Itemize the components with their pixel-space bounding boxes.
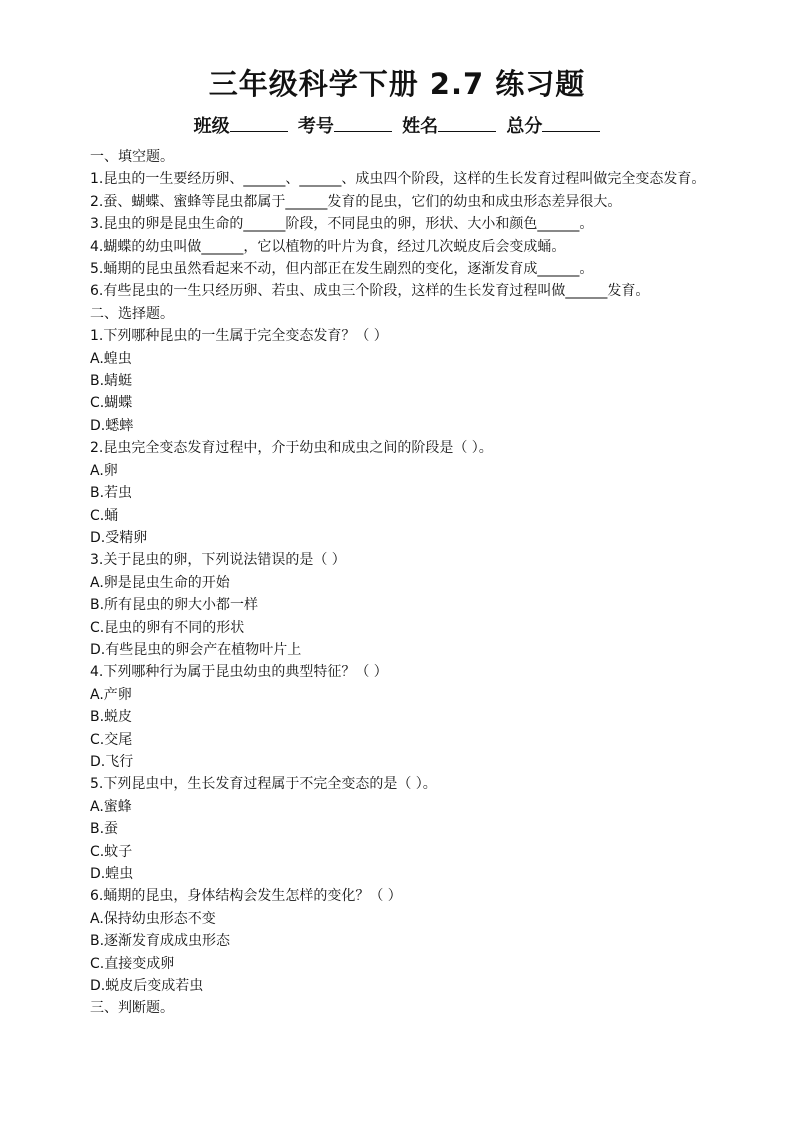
choice-option: A.蜜蜂 <box>90 798 132 815</box>
name-label: 姓名 <box>402 116 439 137</box>
fill-question-3: 3.昆虫的卵是昆虫生命的______阶段，不同昆虫的卵，形状、大小和颜色______。 <box>90 216 594 233</box>
choice-option: D.蝗虫 <box>90 866 134 882</box>
page-title: 三年级科学下册 2.7 练习题 <box>208 67 586 101</box>
choice-option: D.受精卵 <box>90 529 148 546</box>
choice-option: C.蛹 <box>90 507 119 524</box>
fill-question-4: 4.蝴蝶的幼虫叫做______，它以植物的叶片为食，经过几次蜕皮后会变成蛹。 <box>90 238 566 255</box>
choice-question-2: 2.昆虫完全变态发育过程中，介于幼虫和成虫之间的阶段是（ ）。 <box>90 440 493 457</box>
choice-option: A.保持幼虫形态不变 <box>90 910 216 927</box>
choice-option: B.若虫 <box>90 485 133 502</box>
fill-section-heading: 一、填空题。 <box>90 149 174 165</box>
total-score-label: 总分 <box>506 116 543 137</box>
fill-question-5: 5.蛹期的昆虫虽然看起来不动，但内部正在发生剧烈的变化，逐渐发育成______。 <box>90 261 594 278</box>
choice-option: B.蚕 <box>90 821 119 838</box>
choice-option: C.蚊子 <box>90 843 133 860</box>
choice-option: D.蜕皮后变成若虫 <box>90 978 204 995</box>
choice-question-6: 6.蛹期的昆虫，身体结构会发生怎样的变化？（ ） <box>90 888 402 905</box>
choice-question-3: 3.关于昆虫的卵，下列说法错误的是（ ） <box>90 552 346 569</box>
student-info-line <box>0 112 794 138</box>
worksheet-content <box>60 146 750 1020</box>
judge-section-heading: 三、判断题。 <box>90 1000 174 1017</box>
fill-question-1: 1.昆虫的一生要经历卵、______、______、成虫四个阶段，这样的生长发育过程叫做完全变态发育。 <box>90 171 706 188</box>
choice-option: C.昆虫的卵有不同的形状 <box>90 619 245 636</box>
fill-question-6: 6.有些昆虫的一生只经历卵、若虫、成虫三个阶段，这样的生长发育过程叫做______发育。 <box>90 283 650 300</box>
total-score-blank[interactable] <box>542 115 600 132</box>
choice-question-5: 5.下列昆虫中，生长发育过程属于不完全变态的是（ ）。 <box>90 776 437 793</box>
class-blank[interactable] <box>230 115 288 132</box>
choice-option: B.蜻蜓 <box>90 373 133 390</box>
choice-section-heading: 二、选择题。 <box>90 305 174 322</box>
fill-question-2: 2.蚕、蝴蝶、蜜蜂等昆虫都属于______发育的昆虫，它们的幼虫和成虫形态差异很大。 <box>90 193 622 210</box>
choice-option: A.蝗虫 <box>90 350 132 367</box>
exam-number-label: 考号 <box>297 116 334 137</box>
choice-question-1: 1.下列哪种昆虫的一生属于完全变态发育？（ ） <box>90 328 388 345</box>
class-label: 班级 <box>193 116 230 137</box>
choice-option: A.产卵 <box>90 686 132 703</box>
choice-option: D.有些昆虫的卵会产在植物叶片上 <box>90 641 302 658</box>
exam-number-blank[interactable] <box>334 115 392 132</box>
choice-option: B.蜕皮 <box>90 709 133 726</box>
choice-option: C.蝴蝶 <box>90 395 133 412</box>
choice-option: B.所有昆虫的卵大小都一样 <box>90 597 259 614</box>
choice-option: D.飞行 <box>90 753 134 770</box>
choice-option: C.交尾 <box>90 731 133 748</box>
choice-option: C.直接变成卵 <box>90 955 175 972</box>
name-blank[interactable] <box>438 115 496 132</box>
choice-question-4: 4.下列哪种行为属于昆虫幼虫的典型特征？（ ） <box>90 664 388 681</box>
choice-option: A.卵是昆虫生命的开始 <box>90 574 230 591</box>
choice-option: B.逐渐发育成成虫形态 <box>90 933 231 950</box>
choice-option: A.卵 <box>90 462 118 479</box>
choice-option: D.蟋蟀 <box>90 417 134 434</box>
